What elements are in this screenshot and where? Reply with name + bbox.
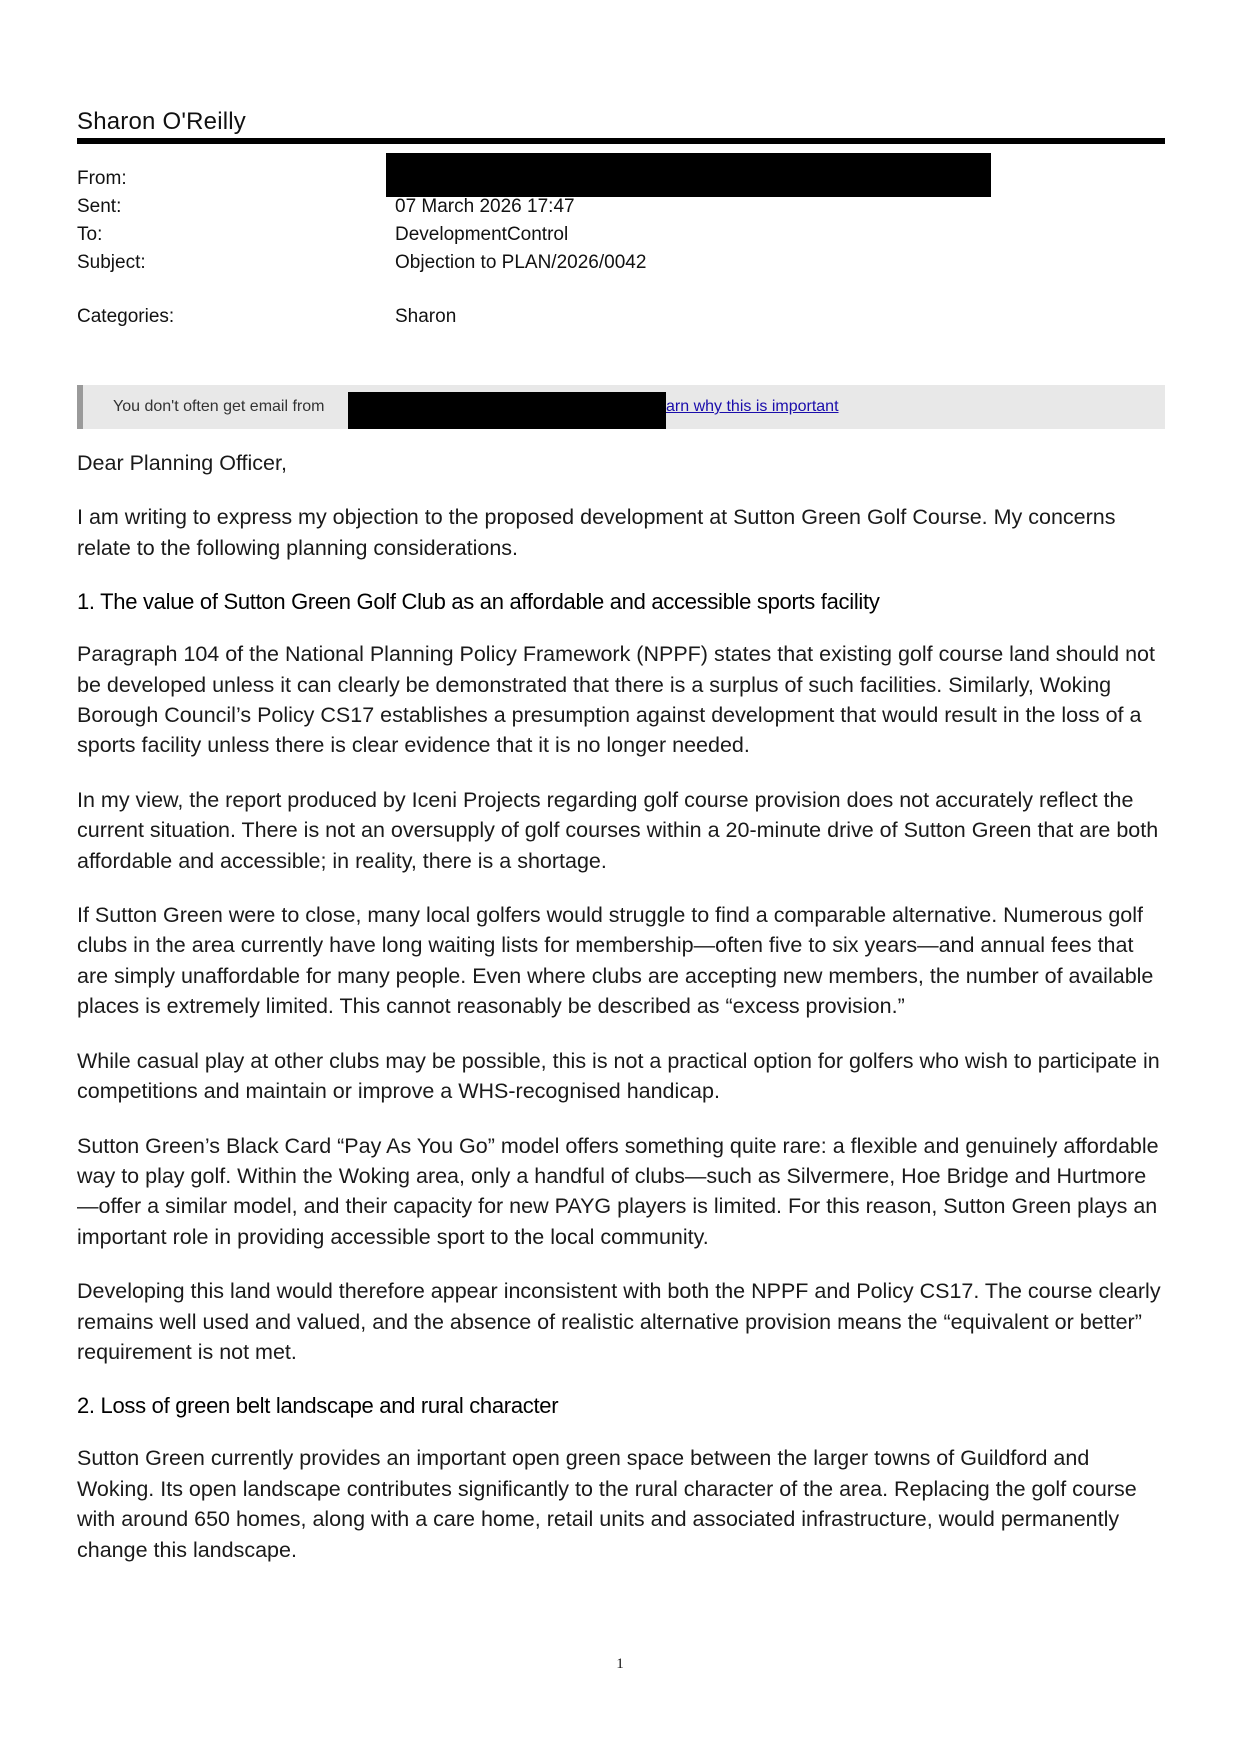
sent-value: 07 March 2026 17:47 [395,196,575,217]
to-value: DevelopmentControl [395,224,569,245]
to-label: To: [77,224,103,245]
section-2-paragraph-1: Sutton Green currently provides an important open green space between the larger towns of Guildford and Woking. Its open landscape contributes significantly to the rural character of the area. Replacing the golf course with around 650 homes, along with a care home, retail units and associated infrastructure, would permanently change this landscape. [77,1446,1137,1562]
external-sender-warning-banner [77,385,1165,429]
section-1-heading: 1. The value of Sutton Green Golf Club as an affordable and accessible sports facility [77,589,880,615]
section-1-paragraph-1: Paragraph 104 of the National Planning Policy Framework (NPPF) states that existing golf course land should not be developed unless it can clearly be demonstrated that there is a surplus of such facilities. Similarly, Woking Borough Council’s Policy CS17 establishes a presumption against development that would result in the loss of a sports facility unless there is clear evidence that it is no longer needed. [77,642,1155,758]
section-1-paragraph-6: Developing this land would therefore appear inconsistent with both the NPPF and Policy CS17. The course clearly remains well used and valued, and the absence of realistic alternative provision means the “equivalent or better” requirement is not met. [77,1279,1161,1364]
sender-name: Sharon O'Reilly [77,108,246,135]
letter-body [77,448,1167,1589]
section-1-paragraph-4: While casual play at other clubs may be possible, this is not a practical option for golfers who wish to participate in competitions and maintain or improve a WHS-recognised handicap. [77,1048,1160,1104]
subject-value: Objection to PLAN/2026/0042 [395,252,647,273]
section-1-paragraph-3: If Sutton Green were to close, many local golfers would struggle to find a comparable alternative. Numerous golf clubs in the area currently have long waiting lists for membership—often five to six years—and annual fees that are simply unaffordable for many people. Even where clubs are accepting new members, the number of available places is extremely limited. This cannot reasonably be described as “excess provision.” [77,903,1154,1019]
section-1-paragraph-5: Sutton Green’s Black Card “Pay As You Go” model offers something quite rare: a flexible and genuinely affordable way to play golf. Within the Woking area, only a handful of clubs—such as Silvermere, Hoe Bridge and Hurtmore—offer a similar model, and their capacity for new PAYG players is limited. For this reason, Sutton Green plays an important role in providing accessible sport to the local community. [77,1133,1159,1249]
page-number: 1 [616,1656,624,1672]
redacted-banner-address [348,392,666,429]
categories-label: Categories: [77,306,175,327]
header-rule [77,138,1165,144]
banner-text: You don't often get email from [113,398,325,415]
from-label: From: [77,168,127,189]
section-2-heading: 2. Loss of green belt landscape and rural character [77,1393,559,1419]
salutation: Dear Planning Officer, [77,451,287,475]
sent-label: Sent: [77,196,122,217]
subject-label: Subject: [77,252,146,273]
categories-value: Sharon [395,306,457,327]
redacted-sender-address [386,153,991,197]
intro-paragraph: I am writing to express my objection to the proposed development at Sutton Green Golf Course. My concerns relate to the following planning considerations. [77,505,1116,560]
section-1-paragraph-2: In my view, the report produced by Iceni Projects regarding golf course provision does not accurately reflect the current situation. There is not an oversupply of golf courses within a 20-minute drive of Sutton Green that are both affordable and accessible; in reality, there is a shortage. [77,787,1159,873]
learn-why-important-link[interactable]: arn why this is important [666,398,839,415]
